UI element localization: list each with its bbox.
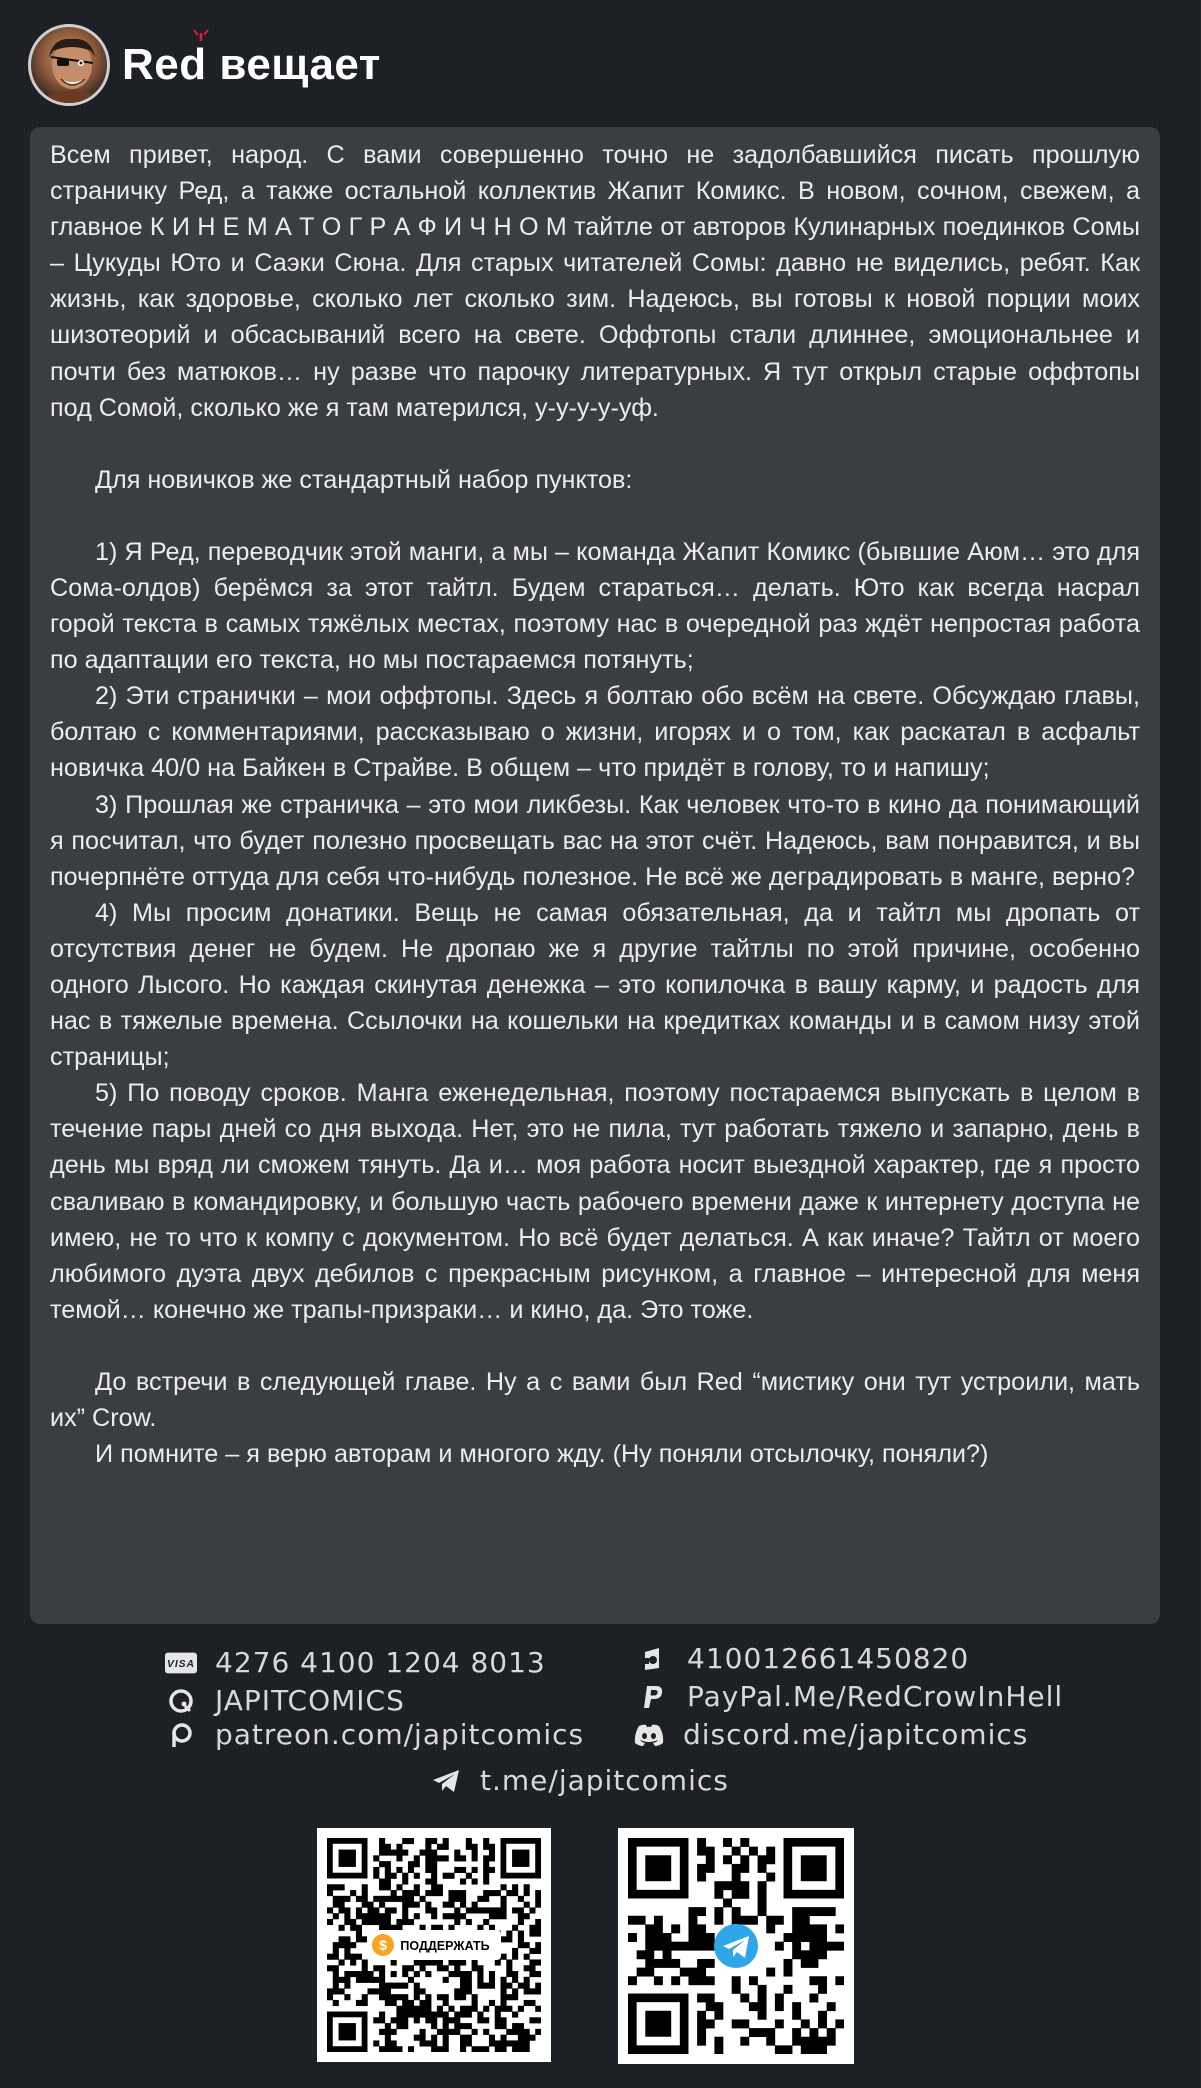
donate-badge (367, 1930, 501, 1960)
avatar-face (31, 27, 110, 106)
paypal-icon (637, 1681, 669, 1713)
telegram-center-icon (714, 1924, 758, 1968)
closing-paragraph: До встречи в следующей главе. Ну а с вами был Red “мистику они тут устроили, мать их” Crow. (50, 1367, 1140, 1432)
list-item-2: 2) Эти странички – мои оффтопы. Здесь я болтаю обо всём на свете. Обсуждаю главы, болтаю с комментариями, рассказываю о жизни, игорях и о том, как раскатал в асфальт новичка 40/0 на Байкен в Страйве. В общем – что придёт в голову, то и напишу; (50, 682, 1140, 783)
contact-visa-text: 4276 4100 1204 8013 (215, 1646, 546, 1679)
contact-telegram[interactable] (430, 1764, 729, 1797)
contact-discord[interactable] (633, 1718, 1028, 1751)
contact-yoomoney[interactable] (637, 1642, 969, 1675)
offtopic-card (30, 127, 1160, 1624)
closing-reminder: И помните – я верю авторам и многого жду. (Ну поняли отсылочку, поняли?) (95, 1440, 989, 1469)
contact-telegram-text: t.me/japitcomics (480, 1764, 729, 1797)
list-item-3: 3) Прошлая же страничка – это мои ликбезы. Как человек что-то в кино да понимающий я посчитал, что будет полезно просвещать вас на этот счёт. Надеюсь, вам понравится, и вы почерпнёте оттуда для себя что-нибудь полезное. Не всё же деградировать в манге, верно? (50, 790, 1140, 891)
qr-code-donate[interactable] (317, 1828, 551, 2062)
list-item-1: 1) Я Ред, переводчик этой манги, а мы – команда Жапит Комикс (бывшие Аюм… это для Сома-олдов) берёмся за этот тайтл. Будем стараться… делать. Юто как всегда насрал горой текста в самых тяжёлых местах, поэтому нас в очередной раз ждёт непростая работа по адаптации его текста, но мы постараемся потянуть; (50, 537, 1140, 675)
svg-text:VISA: VISA (167, 1658, 195, 1670)
contact-patreon-text: patreon.com/japitcomics (215, 1718, 585, 1751)
list-item-5: 5) По поводу сроков. Манга еженедельная, поэтому постараемся выпускать в целом в течение пары дней со дня выхода. Нет, это не пила, тут работать тяжело и запарно, день в день мы вряд ли сможем тянуть. Да и… моя работа носит выездной характер, где я просто сваливаю в командировку, и большую часть рабочего времени даже к интернету доступа не имею, не то что к компу с документом. Но всё будет делаться. А как иначе? Тайтл от моего любимого дуэта двух дебилов с прекрасным рисунком, а главное – интересной для меня темой… конечно же трапы-призраки… и кино, да. Это тоже. (50, 1079, 1140, 1324)
qr-code-telegram[interactable] (618, 1828, 854, 2064)
contact-patreon[interactable] (165, 1718, 584, 1751)
yoomoney-icon (637, 1643, 669, 1675)
qiwi-icon (165, 1685, 197, 1717)
page-title: Red вещает (122, 40, 381, 89)
spark-icon (190, 27, 212, 45)
patreon-icon (165, 1719, 197, 1751)
header (28, 22, 381, 108)
intro-paragraph: Всем привет, народ. С вами совершенно точно не задолбавшийся писать прошлую страничку Ред, а также остальной коллектив Жапит Комикс. В новом, сочном, свежем, а главное К И Н Е М А Т О Г Р А Ф И Ч Н О М тайтле от авторов Кулинарных поединков Сомы – Цукуды Юто и Саэки Сюна. Для старых читателей Сомы: давно не виделись, ребят. Как жизнь, как здоровье, сколько лет сколько зим. Надеюсь, вы готовы к новой порции моих шизотеорий и обсасываний всего на свете. Оффтопы стали длиннее, эмоциональнее и почти без матюков… ну разве что парочку литературных. Я тут открыл старые оффтопы под Сомой, сколько же я там матерился, у-у-у-у-уф. (50, 141, 1140, 422)
telegram-icon (430, 1765, 462, 1797)
qr-telegram-pattern (628, 1838, 844, 2054)
contacts-block (0, 1642, 1201, 1797)
contact-paypal[interactable] (637, 1680, 1063, 1713)
contact-paypal-text: PayPal.Me/RedCrowInHell (687, 1680, 1064, 1713)
contact-qiwi[interactable] (165, 1684, 405, 1717)
contact-visa[interactable] (165, 1646, 546, 1679)
avatar[interactable] (28, 24, 110, 106)
donate-badge-text: ПОДДЕРЖАТЬ (400, 1939, 490, 1953)
list-intro: Для новичков же стандартный набор пунктов: (95, 465, 633, 494)
coin-icon: $ (379, 1937, 387, 1953)
list-item-4: 4) Мы просим донатики. Вещь не самая обязательная, да и тайтл мы дропать от отсутствия денег не будем. Не дропаю же я другие тайтлы по этой причине, особенно одного Лысого. Но каждая скинутая денежка – это копилочка в вашу карму, и радость для нас в тяжелые времена. Ссылочки на кошельки на кредитках команды и в самом низу этой страницы; (50, 898, 1140, 1072)
visa-icon (165, 1647, 197, 1679)
qr-donate-pattern (327, 1838, 541, 2052)
contact-yoomoney-text: 410012661450820 (687, 1642, 970, 1675)
discord-icon (633, 1719, 665, 1751)
contact-discord-text: discord.me/japitcomics (683, 1718, 1029, 1751)
contact-qiwi-text: JAPITCOMICS (215, 1684, 405, 1717)
